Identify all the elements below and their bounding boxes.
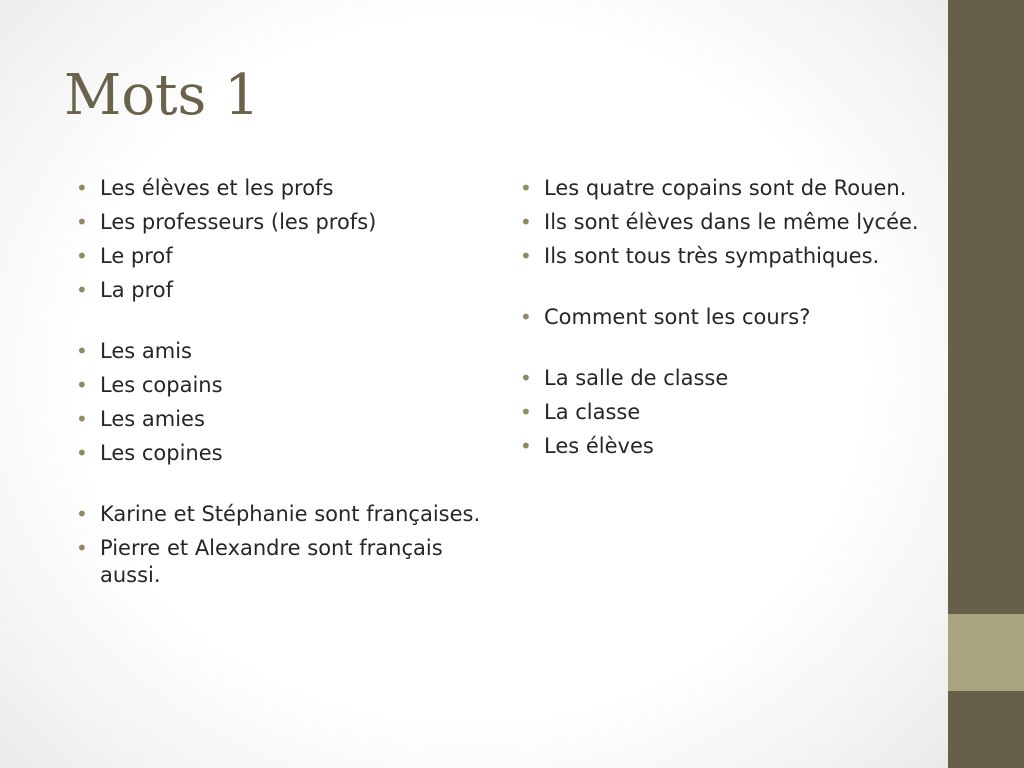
- right-bullet-list: [520, 175, 920, 467]
- list-item: • Les copines: [76, 440, 486, 467]
- list-item: • La salle de classe: [520, 365, 920, 392]
- list-item: • Les élèves et les profs: [76, 175, 486, 202]
- list-item: • Ils sont élèves dans le même lycée.: [520, 209, 920, 236]
- decorative-sidebar: [948, 0, 1024, 768]
- list-item: • Pierre et Alexandre sont français aussi.: [76, 535, 486, 589]
- list-item: • La classe: [520, 399, 920, 426]
- list-item: • Les amis: [76, 338, 486, 365]
- sidebar-accent-block: [948, 614, 1024, 691]
- list-item: • Karine et Stéphanie sont françaises.: [76, 501, 486, 528]
- list-item: • Les copains: [76, 372, 486, 399]
- list-item: • Comment sont les cours?: [520, 304, 920, 331]
- list-item: • Les élèves: [520, 433, 920, 460]
- list-item: • Les amies: [76, 406, 486, 433]
- list-item: • Les professeurs (les profs): [76, 209, 486, 236]
- list-item: • La prof: [76, 277, 486, 304]
- slide-title: Mots 1: [64, 63, 260, 128]
- list-item: • Ils sont tous très sympathiques.: [520, 243, 920, 270]
- list-item: • Le prof: [76, 243, 486, 270]
- list-item: • Les quatre copains sont de Rouen.: [520, 175, 920, 202]
- left-bullet-list: [76, 175, 486, 596]
